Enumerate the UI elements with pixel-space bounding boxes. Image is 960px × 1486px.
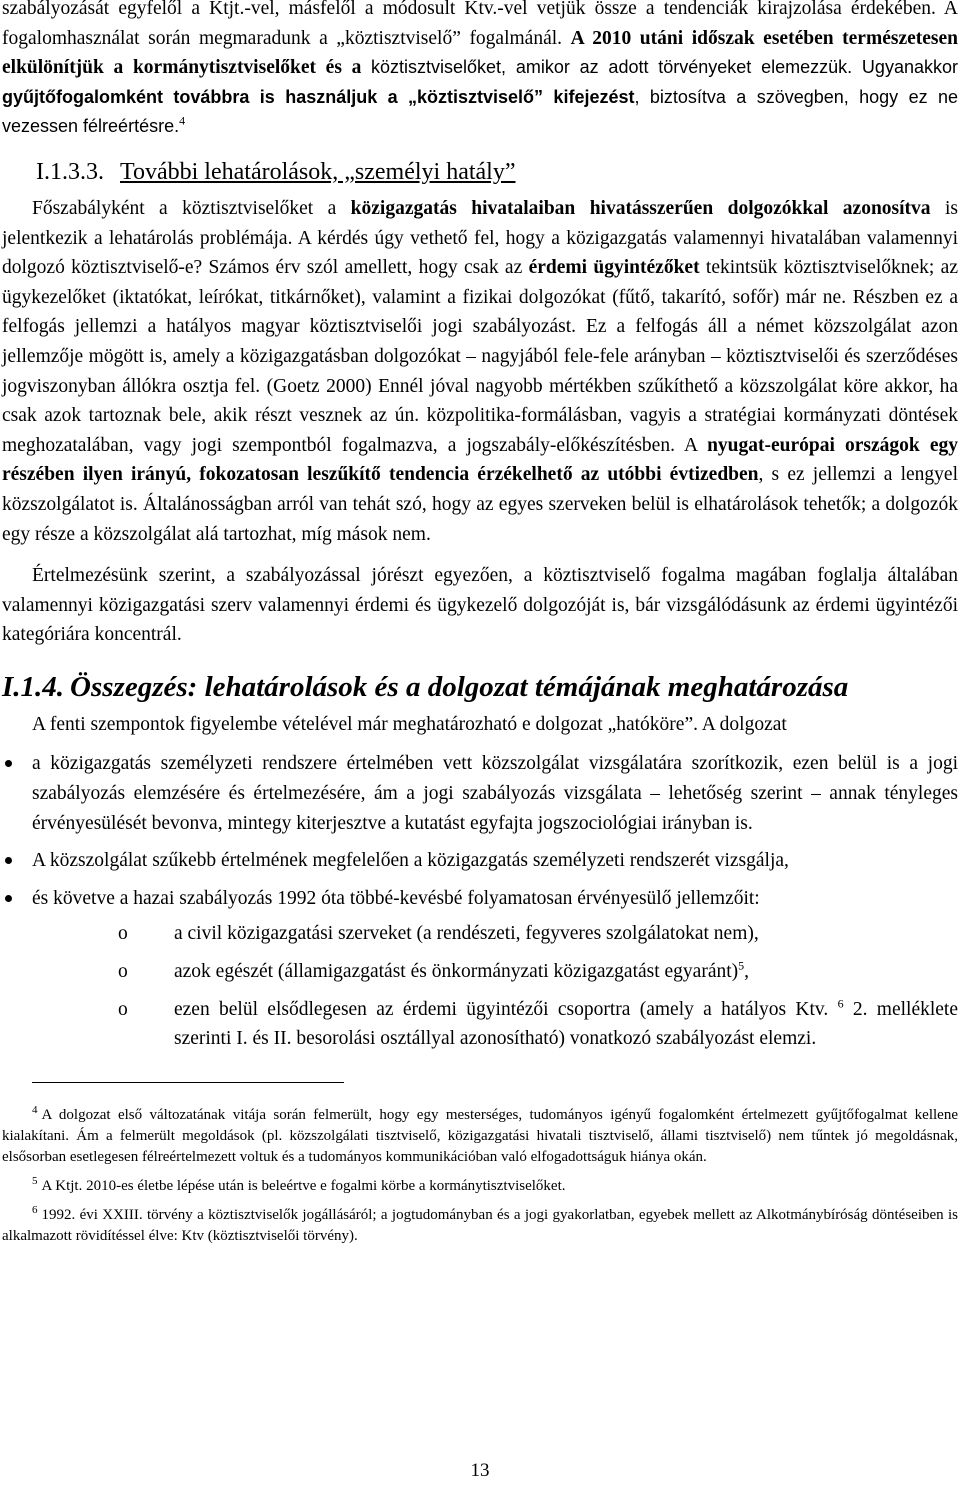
footnote-number: 5 <box>32 1174 38 1187</box>
footnote-text: 1992. évi XXIII. törvény a köztisztviselők jogállásáról; a jogtudományban és a jogi gyakorlatban, egyebek mellett az Alkotmánybíróság döntéseiben is alkalmazott rövidítéssel élve: Ktv (köztisztviselői törvény). <box>2 1206 958 1244</box>
text-run: A kérdés úgy vethető fel, hogy a közigazgatás valamennyi hivatalában valamennyi dolgozó köztisztviselő-e? Számos érv szól amellett, hogy csak az <box>2 227 958 279</box>
intro-paragraph <box>2 0 958 142</box>
footnote-text: A dolgozat első változatának vitája során felmerült, hogy egy mesterséges, tudományos igényű fogalomként értelmezett gyűjtőfogalmat kellene kialakítani. Ám a felmerült megoldások (pl. közszolgálati tisztviselő, közigazgatási hivatali tisztviselő, állami tisztviselő) nem tűntek jó megoldásnak, elsősorban esetlegesen félreértelmezett voltuk és a tudományos kommunikációban való elfogadottságuk hiánya okán. <box>2 1106 958 1165</box>
text-run: szabályozását egyfelől a Ktjt.-vel, másfelől a módosult Ktv.-vel vetjük össze a tendenciák kirajzolása érdekében. A fogalomhasználat során megmaradunk a „köztisztviselő” fogalmánál. <box>2 0 958 49</box>
list-item <box>2 846 958 876</box>
sub-list <box>32 919 958 1053</box>
list-item-text: A közszolgálat szűkebb értelmének megfelelően a közigazgatás személyzeti rendszerét vizsgálja, <box>32 850 789 872</box>
bullet-icon <box>5 857 12 864</box>
bold-run: érdemi ügyintézőket <box>528 257 700 279</box>
list-item-text: a közigazgatás személyzeti rendszere értelmében vett közszolgálat vizsgálatára szorítkozik, ezen belül is a jogi szabályozás elemzésére és értelmezésére, ám a jogi szabályozás vizsgálata – lehetőség szerint – annak tényleges érvényesülését bevonva, mintegy kiterjesztve a kutatást egyfajta jogszociológiai irányban is. <box>32 753 958 834</box>
sub-list-item <box>32 957 958 987</box>
text-run: ezen belül elsődlegesen az érdemi ügyintézői csoportra (amely a hatályos Ktv. <box>174 998 838 1020</box>
text-run: is jelentkezik a lehatárolás problémája. <box>2 197 958 249</box>
bold-run: nyugat-európai országok egy részében ilyen irányú, fokozatosan leszűkítő tendencia érzékelhető az utóbbi évtizedben <box>2 434 958 486</box>
document-page <box>2 0 958 1255</box>
text-run: , <box>744 961 750 983</box>
list-item <box>2 884 958 1054</box>
footnote <box>2 1105 958 1168</box>
text-run: 2. melléklete szerinti I. és II. besorolási osztállyal azonosítható) vonatkozó szabályozást elemzi. <box>174 998 958 1050</box>
footnote <box>2 1176 958 1197</box>
footnote <box>2 1205 958 1247</box>
bullet-icon <box>5 895 12 902</box>
text-run: , s ez jellemzi a lengyel közszolgálatot is. Általánosságban arról van tehát szó, hogy az egyes szerveken belül is elhatárolások tehetők; a dolgozók egy része a közszolgálat alá tartozhat, míg mások nem. <box>2 464 958 545</box>
body-paragraph: A fenti szempontok figyelembe vételével már meghatározható e dolgozat „hatóköre”. A dolgozat <box>32 713 787 735</box>
footnote-text: A Ktjt. 2010-es életbe lépése után is beleértve e fogalmi körbe a kormánytisztviselőket. <box>41 1177 566 1194</box>
sub-list-item-text: a civil közigazgatási szerveket (a rendészeti, fegyveres szolgálatokat nem), <box>174 923 759 945</box>
heading-title: További lehatárolások, „személyi hatály” <box>120 158 516 185</box>
sub-list-item-text <box>174 995 958 1054</box>
footnote-ref[interactable]: 4 <box>179 113 186 128</box>
bold-run: közigazgatás hivatalaiban hivatásszerűen dolgozókkal azonosítva <box>350 197 931 219</box>
bullet-icon <box>5 760 12 767</box>
heading-number: I.1.3.3. <box>36 158 104 185</box>
circle-bullet-icon: o <box>118 998 128 1020</box>
circle-bullet-icon: o <box>118 923 128 945</box>
bold-run: gyűjtőfogalomként továbbra is használjuk a „köztisztviselő” kifejezést <box>2 86 635 107</box>
sub-list-item-text <box>174 957 958 987</box>
section-heading-1-3-3 <box>36 156 958 188</box>
sub-list-item <box>32 995 958 1054</box>
bullet-list <box>2 749 958 1053</box>
footnote-ref[interactable]: 6 <box>837 996 844 1011</box>
sub-list-item <box>32 919 958 949</box>
list-item-text: és követve a hazai szabályozás 1992 óta többé-kevésbé folyamatosan érvényesülő jellemzőit: <box>32 887 760 909</box>
text-run: Főszabályként a köztisztviselőket a <box>32 197 351 219</box>
footnote-number: 6 <box>32 1203 38 1216</box>
footnote-ref[interactable]: 5 <box>738 958 745 973</box>
bold-run: A 2010 utáni időszak esetében természetesen elkülönítjük a kormánytisztviselőket és a <box>2 27 958 79</box>
text-run: azok egészét (államigazgatást és önkormányzati közigazgatást egyaránt) <box>174 961 739 983</box>
body-paragraph <box>2 194 958 549</box>
heading-title: Összegzés: lehatárolások és a dolgozat témájának meghatározása <box>70 670 849 703</box>
section-heading-1-4 <box>2 668 958 706</box>
list-item <box>2 749 958 838</box>
text-run: köztisztviselőket, amikor az adott törvényeket elemezzük. Ugyanakkor <box>371 57 958 78</box>
footnote-divider <box>32 1082 344 1083</box>
spacer <box>2 549 958 561</box>
body-paragraph: Értelmezésünk szerint, a szabályozással jórészt egyezően, a köztisztviselő fogalma magában foglalja általában valamennyi közigazgatási szerv valamennyi érdemi és ügykezelő dolgozóját is, bár vizsgálódásunk az érdemi ügyintézői kategóriára koncentrál. <box>2 565 958 646</box>
footnote-number: 4 <box>32 1103 38 1116</box>
circle-bullet-icon: o <box>118 961 128 983</box>
text-run: tekintsük köztisztviselőknek; az ügykezelőket (iktatókat, leírókat, titkárnőket), valamint a fizikai dolgozókat (fűtő, takarító, sofőr) már ne. Részben ez a felfogás jellemzi a hatályos magyar köztisztviselői jogi szabályozást. Ez a felfogás áll a német közszolgálat azon jellemzője mögött is, amely a közigazgatásban dolgozókat – nagyjából fele-fele arányban – köztisztviselői és szerződéses jogviszonyban állókra osztja fel. (Goetz 2000) Ennél jóval nagyobb mértékben szűkíthető a közszolgálat köre akkor, ha csak azok tartoznak bele, akik részt vesznek az ún. közpolitika-formálásban, vagyis a stratégiai kormányzati döntések meghozatalában, vagy jogi szempontból fogalmazva, a jogszabály-előkészítésben. A <box>2 257 958 456</box>
text-run: , biztosítva a szövegben, hogy ez ne vezessen félreértésre. <box>2 86 958 137</box>
heading-number: I.1.4. <box>2 670 65 703</box>
page-number: 13 <box>470 1460 490 1481</box>
